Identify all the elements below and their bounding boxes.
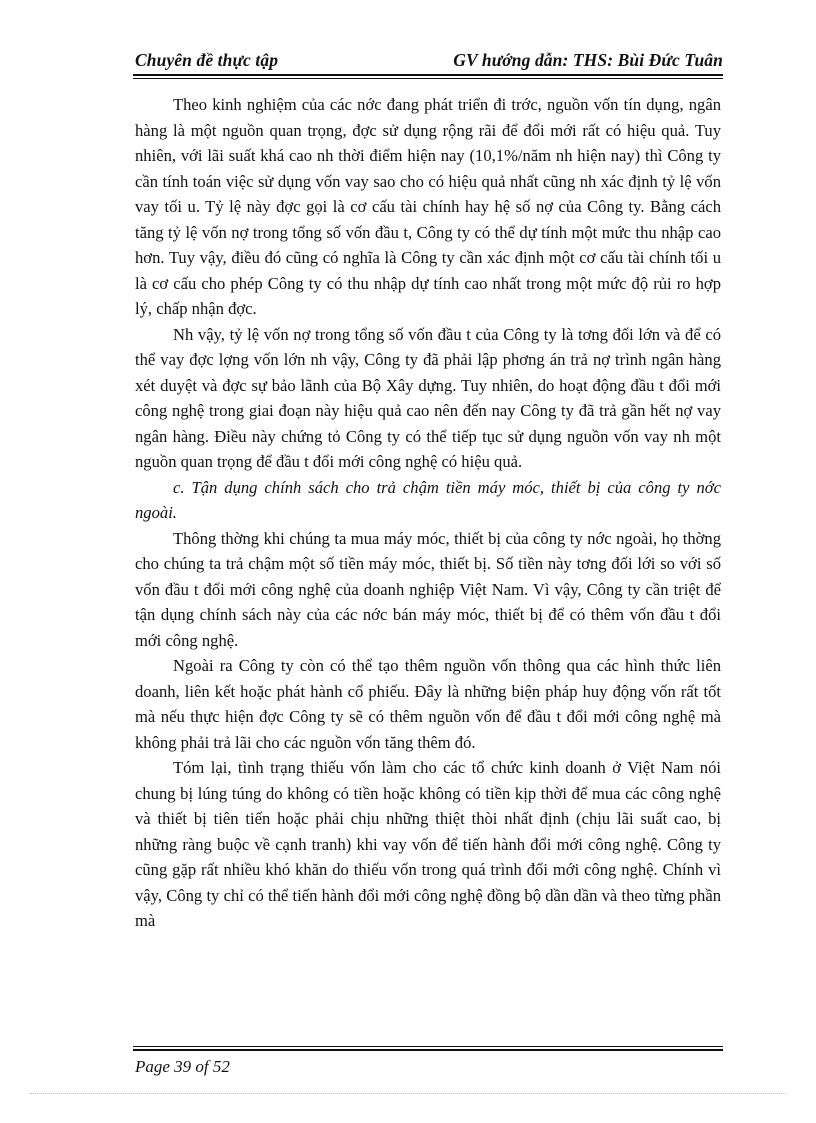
paragraph-loan-capital: Theo kinh nghiệm của các nớc đang phát triển đi trớc, nguồn vốn tín dụng, ngân hàng là một nguồn quan trọng, đợc sử dụng rộng rãi để đổi mới rất có hiệu quả. Tuy nhiên, với lãi suất khá cao nh thời điểm hiện nay (10,1%/năm nh hiện nay) thì Công ty cần tính toán việc sử dụng vốn vay sao cho có hiệu quả nhất cũng nh xác định tỷ lệ vốn vay tối u. Tỷ lệ này đợc gọi là cơ cấu tài chính hay hệ số nợ của Công ty. Bằng cách tăng tỷ lệ vốn nợ trong tổng số vốn đầu t, Công ty có thể dự tính một mức thu nhập cao hơn. Tuy vậy, điều đó cũng có nghĩa là Công ty cần xác định một cơ cấu tài chính tối u là cơ cấu cho phép Công ty có thu nhập dự tính cao nhất trong một mức độ rủi ro hợp lý, chấp nhận đợc. — [135, 95, 721, 318]
paragraph-deferred-payment: Thông thờng khi chúng ta mua máy móc, thiết bị của công ty nớc ngoài, họ thờng cho chúng ta trả chậm một số tiền máy móc, thiết bị. Số tiền này tơng đối lới so với số vốn đầu t đổi mới công nghệ của doanh nghiệp Việt Nam. Vì vậy, Công ty cần triệt để tận dụng chính sách này của các nớc bán máy móc, thiết bị để có thêm vốn đầu t đổi mới công nghệ. — [135, 528, 721, 650]
footer-rule-secondary — [133, 1046, 723, 1047]
page-number: Page 39 of 52 — [135, 1057, 230, 1076]
header-rule — [133, 74, 723, 76]
document-body — [135, 92, 721, 934]
header-left-title: Chuyên đề thực tập — [135, 50, 279, 70]
header-rule-secondary — [133, 78, 723, 79]
page-footer — [133, 1046, 723, 1077]
page-header — [133, 46, 723, 78]
paragraph-debt-ratio: Nh vậy, tỷ lệ vốn nợ trong tổng số vốn đầu t của Công ty là tơng đối lớn và để có thể vay đợc lợng vốn lớn nh vậy, Công ty đã phải lập phơng án trả nợ trình ngân hàng xét duyệt và đợc sự bảo lãnh của Bộ Xây dựng. Tuy nhiên, do hoạt động đầu t đổi mới công nghệ trong giai đoạn này hiệu quả cao nên đến nay Công ty đã trả gần hết nợ vay ngân hàng. Điều này chứng tỏ Công ty có thể tiếp tục sử dụng nguồn vốn vay nh một nguồn quan trọng để đầu t đổi mới công nghệ có hiệu quả. — [135, 324, 721, 471]
footer-rule — [133, 1049, 723, 1051]
paragraph-joint-venture: Ngoài ra Công ty còn có thể tạo thêm nguồn vốn thông qua các hình thức liên doanh, liên kết hoặc phát hành cổ phiếu. Đây là những biện pháp huy động vốn rất tốt mà nếu thực hiện đợc Công ty sẽ có thêm nguồn vốn để đầu t đổi mới công nghệ mà không phải trả lãi cho các nguồn vốn tăng thêm đó. — [135, 656, 721, 752]
section-heading-deferred-payment: c. Tận dụng chính sách cho trả chậm tiền máy móc, thiết bị của công ty nớc ngoài. — [135, 477, 721, 522]
paragraph-summary: Tóm lại, tình trạng thiếu vốn làm cho các tổ chức kinh doanh ở Việt Nam nói chung bị lúng túng do không có tiền hoặc không có tiền kịp thời để mua các công nghệ và thiết bị tiên tiến hoặc phải chịu những thiệt thòi nhất định (chịu lãi suất cao, bị những ràng buộc về cạnh tranh) khi vay vốn để tiến hành đổi mới công nghệ. Công ty cũng gặp rất nhiều khó khăn do thiếu vốn trong quá trình đổi mới công nghệ. Chính vì vậy, Công ty chỉ có thể tiến hành đổi mới công nghệ đồng bộ dần dần và theo từng phần mà — [135, 758, 721, 930]
header-right-instructor: GV hướng dẫn: THS: Bùi Đức Tuân — [453, 50, 723, 70]
page-boundary-line — [30, 1093, 786, 1094]
